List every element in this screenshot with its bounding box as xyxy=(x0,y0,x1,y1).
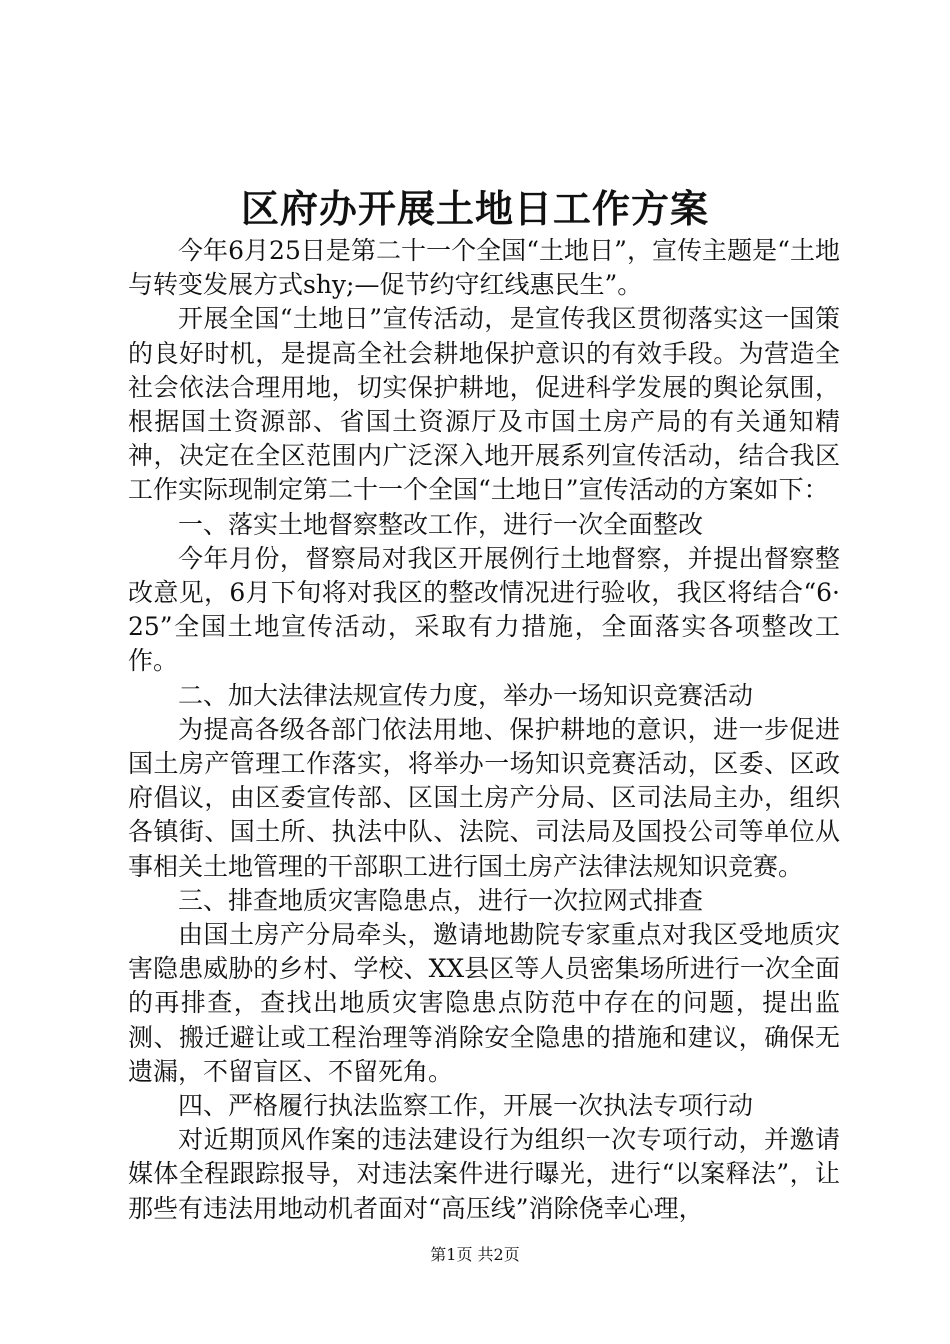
section-heading-4: 四、严格履行执法监察工作，开展一次执法专项行动 xyxy=(178,1091,754,1121)
section-heading-3: 三、排查地质灾害隐患点，进行一次拉网式排查 xyxy=(178,885,704,915)
document-body xyxy=(128,234,840,1226)
page-footer: 第1页 共2页 xyxy=(430,1245,520,1264)
section-body-3: 由国土房产分局牵头，邀请地勘院专家重点对我区受地质灾害隐患威胁的乡村、学校、XX县区等人员密集场所进行一次全面的再排查，查找出地质灾害隐患点防范中存在的问题，提出监测、搬迁避让或工程治理等消除安全隐患的措施和建议，确保无遗漏，不留盲区、不留死角。 xyxy=(128,920,840,1086)
section-body-4: 对近期顶风作案的违法建设行为组织一次专项行动，并邀请媒体全程跟踪报导，对违法案件进行曝光，进行“以案释法”，让那些有违法用地动机者面对“高压线”消除侥幸心理， xyxy=(128,1125,840,1223)
section-body-2: 为提高各级各部门依法用地、保护耕地的意识，进一步促进国土房产管理工作落实，将举办一场知识竞赛活动，区委、区政府倡议，由区委宣传部、区国土房产分局、区司法局主办，组织各镇街、国土所、执法中队、法院、司法局及国投公司等单位从事相关土地管理的干部职工进行国土房产法律法规知识竞赛。 xyxy=(128,714,840,881)
paragraph-intro: 今年6月25日是第二十一个全国“土地日”，宣传主题是“土地与转变发展方式shy;—促节约守红线惠民生”。 xyxy=(128,236,840,300)
section-heading-1: 一、落实土地督察整改工作，进行一次全面整改 xyxy=(178,509,704,539)
section-heading-2: 二、加大法律法规宣传力度，举办一场知识竞赛活动 xyxy=(178,680,754,710)
document-title: 区府办开展土地日工作方案 xyxy=(240,186,709,231)
paragraph-background: 开展全国“土地日”宣传活动，是宣传我区贯彻落实这一国策的良好时机，是提高全社会耕地保护意识的有效手段。为营造全社会依法合理用地，切实保护耕地，促进科学发展的舆论氛围，根据国土资源部、省国土资源厅及市国土房产局的有关通知精神，决定在全区范围内广泛深入地开展系列宣传活动，结合我区工作实际现制定第二十一个全国“土地日”宣传活动的方案如下： xyxy=(128,304,840,505)
section-body-1: 今年月份，督察局对我区开展例行土地督察，并提出督察整改意见，6月下旬将对我区的整改情况进行验收，我区将结合“6·25”全国土地宣传活动，采取有力措施，全面落实各项整改工作。 xyxy=(128,543,840,676)
